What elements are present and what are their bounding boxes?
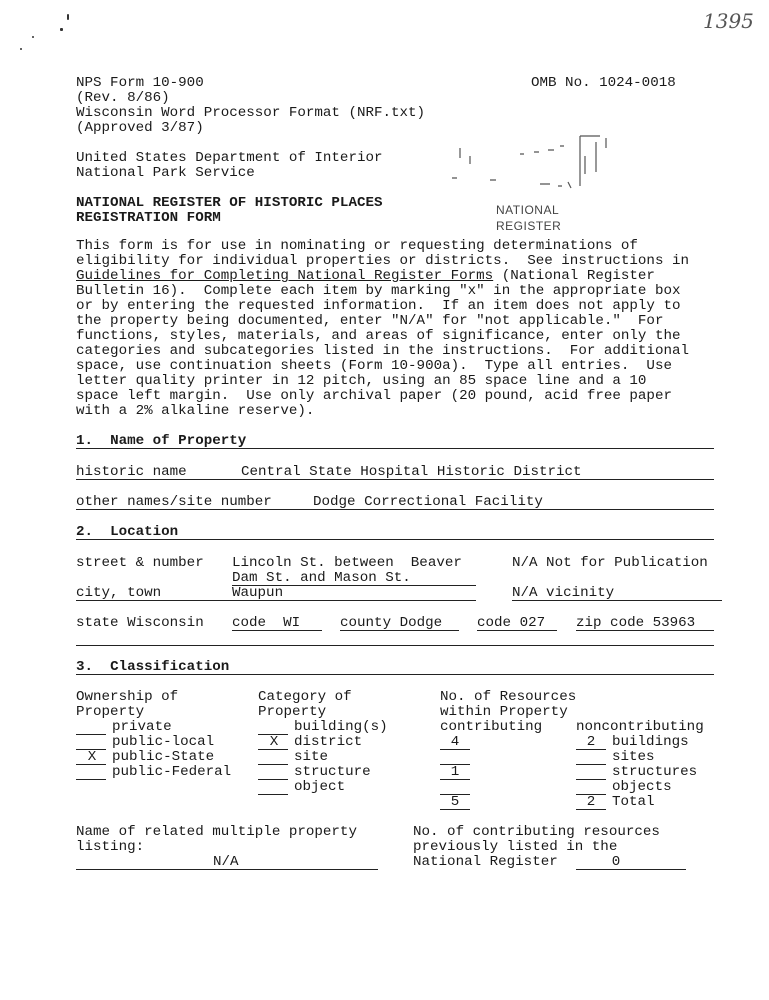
form-revision: (Rev. 8/86) [76,90,170,106]
multiple-property-value[interactable]: N/A [213,854,239,870]
other-names-label: other names/site number [76,494,272,510]
field-line [76,509,714,510]
form-format: Wisconsin Word Processor Format (NRF.txt) [76,105,426,121]
sites-label: sites [612,749,655,765]
document-title: NATIONAL REGISTER OF HISTORIC PLACES [76,195,383,211]
ownership-public-state-mark[interactable]: X [87,749,97,765]
field-line [76,479,714,480]
field-line [340,630,459,631]
structures-contributing[interactable]: 1 [450,764,460,780]
divider [76,539,714,540]
count-line [576,749,606,750]
count-line [576,779,606,780]
guidelines-title: Guidelines for Completing National Register Forms [76,268,494,284]
divider [76,448,714,449]
checkbox-line [258,749,288,750]
field-line [576,630,714,631]
stamp-line-2: REGISTER [496,219,562,233]
street-value-2: Dam St. and Mason St. [232,570,411,586]
field-line [512,600,722,601]
form-approved: (Approved 3/87) [76,120,204,136]
noncontributing-header: noncontributing [576,719,704,735]
checkbox-line [258,779,288,780]
street-label: street & number [76,555,204,571]
divider [76,674,714,675]
resources-title-2: within Property [440,704,568,720]
previously-listed-value[interactable]: 0 [611,854,621,870]
buildings-contributing[interactable]: 4 [450,734,460,750]
multiple-property-label: Name of related multiple property [76,824,357,840]
omb-number: OMB No. 1024-0018 [531,75,676,91]
category-site: site [294,749,329,765]
handwritten-annotation: 1395 [703,9,754,33]
category-district: district [294,734,363,750]
total-label: Total [612,794,655,810]
checkbox-line [76,734,106,735]
service: National Park Service [76,165,255,181]
field-line [477,630,557,631]
buildings-label: buildings [612,734,689,750]
ownership-private: private [112,719,172,735]
checkbox-line [258,794,288,795]
objects-label: objects [612,779,672,795]
street-value-1: Lincoln St. between Beaver [232,555,462,571]
total-contributing[interactable]: 5 [450,794,460,810]
section-3-heading: 3. Classification [76,659,230,675]
scan-mark [67,14,69,20]
divider [76,645,714,646]
resources-title: No. of Resources [440,689,577,705]
total-noncontributing[interactable]: 2 [586,794,596,810]
historic-name-label: historic name [76,464,187,480]
ownership-public-local: public-local [112,734,215,750]
form-number: NPS Form 10-900 [76,75,204,91]
count-line [440,749,470,750]
section-2-heading: 2. Location [76,524,179,540]
document-subtitle: REGISTRATION FORM [76,210,221,226]
other-names-value: Dodge Correctional Facility [313,494,543,510]
received-stamp-image [440,128,630,194]
department: United States Department of Interior [76,150,383,166]
county-value: county Dodge [340,615,443,631]
checkbox-line [76,779,106,780]
field-line [76,869,378,870]
checkbox-line [258,764,288,765]
count-line [576,764,606,765]
category-district-mark[interactable]: X [269,734,279,750]
category-building: building(s) [294,719,388,735]
county-code: code 027 [477,615,546,631]
state-code: code WI [232,615,301,631]
scan-mark [32,36,34,38]
city-label: city, town [76,585,162,601]
vicinity: N/A vicinity [512,585,615,601]
buildings-noncontributing[interactable]: 2 [586,734,596,750]
count-line [440,779,470,780]
state-value: state Wisconsin [76,615,204,631]
count-line [440,809,470,810]
category-title: Category of [258,689,352,705]
section-1-heading: 1. Name of Property [76,433,247,449]
category-object: object [294,779,346,795]
structures-label: structures [612,764,698,780]
contributing-header: contributing [440,719,543,735]
zip-code: zip code 53963 [576,615,696,631]
previously-listed-label-2: previously listed in the [413,839,618,855]
previously-listed-label-3: National Register [413,854,558,870]
stamp-line-1: NATIONAL [496,203,560,217]
field-line [76,600,476,601]
category-structure: structure [294,764,371,780]
ownership-public-state: public-State [112,749,215,765]
instructions-paragraph: This form is for use in nominating or requesting determinations of eligibility for individual properties or districts. See instructions in Guidelines for Completing National Register Forms (National Register Bulletin 16). Complete each item by marking "x" in the appropriate box or by entering the requested information. If an item does not apply to the property being documented, enter "N/A" for "not applicable." For functions, styles, materials, and areas of significance, enter only the categories and subcategories listed in the instructions. For additional space, use continuation sheets (Form 10-900a). Type all entries. Use letter quality printer in 12 pitch, using an 85 space line and a 10 space left margin. Use only archival paper (20 pound, acid free paper with a 2% alkaline reserve). [76,238,689,419]
field-line [576,869,686,870]
not-for-publication: N/A Not for Publication [512,555,708,571]
ownership-title: Ownership of [76,689,179,705]
ownership-title-2: Property [76,704,145,720]
scan-mark [20,48,22,50]
multiple-property-label-2: listing: [76,839,145,855]
historic-name-value: Central State Hospital Historic District [241,464,582,480]
scan-mark [60,28,63,31]
count-line [576,809,606,810]
previously-listed-label: No. of contributing resources [413,824,660,840]
city-value: Waupun [232,585,284,601]
checkbox-line [76,764,106,765]
category-title-2: Property [258,704,327,720]
field-line [232,630,322,631]
ownership-public-federal: public-Federal [112,764,232,780]
